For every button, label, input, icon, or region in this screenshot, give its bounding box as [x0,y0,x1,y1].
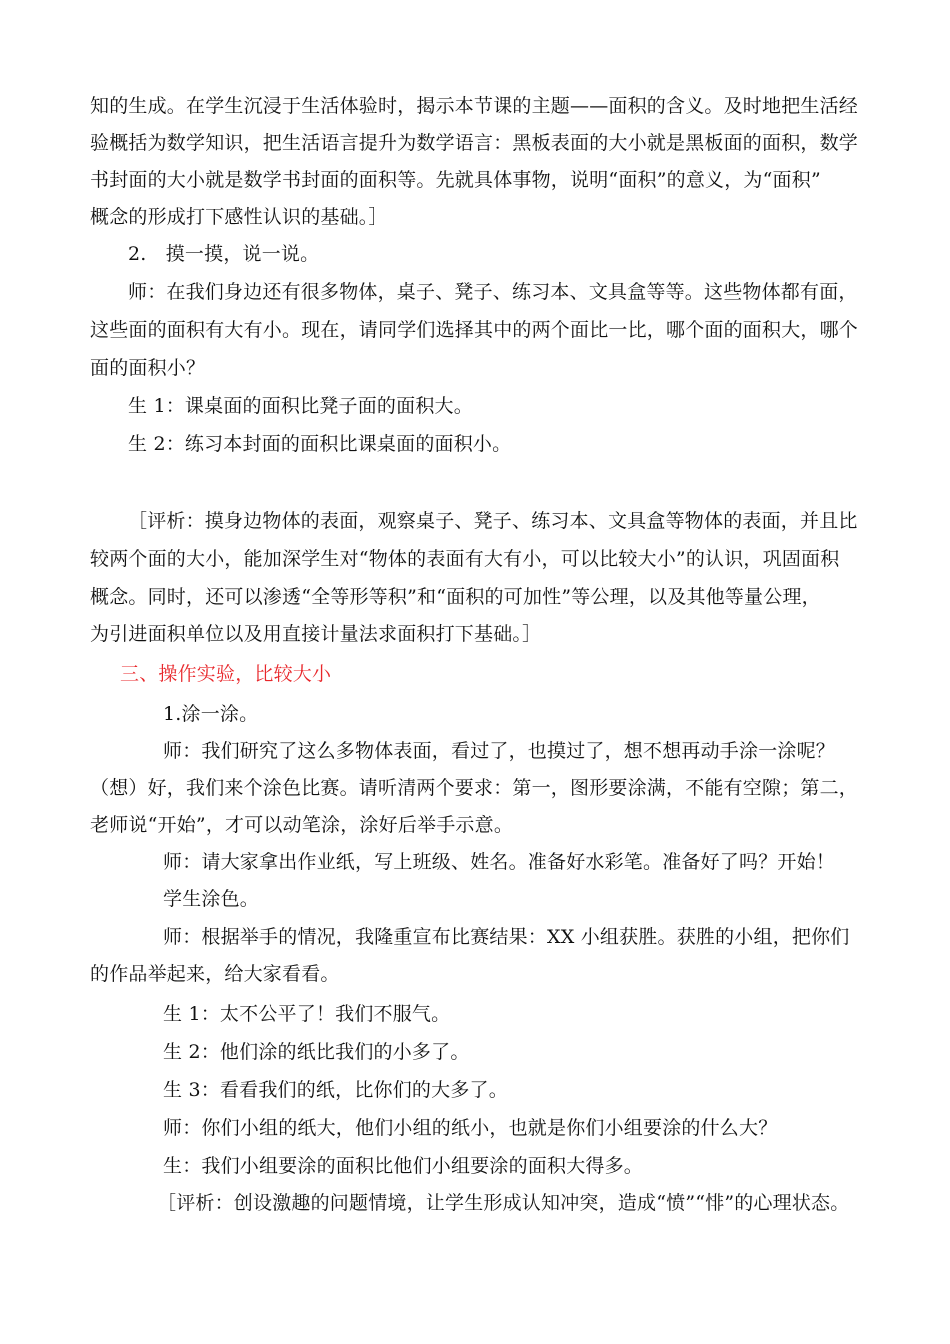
intro-comment-line-1: 知的生成。在学生沉浸于生活体验时，揭示本节课的主题——面积的含义。及时地把生活经 [90,95,859,117]
students-coloring: 学生涂色。 [163,888,260,910]
intro-comment-line-2: 验概括为数学知识，把生活语言提升为数学语言：黑板表面的大小就是黑板面的面积，数学 [90,132,859,154]
teacher-4-line-2: 的作品举起来，给大家看看。 [90,963,340,985]
intro-comment-line-3: 书封面的大小就是数学书封面的面积等。先就具体事物，说明“面积”的意义，为“面积” [90,169,821,191]
intro-comment-line-4: 概念的形成打下感性认识的基础。］ [90,206,388,228]
teacher-2-line-2: （想）好，我们来个涂色比赛。请听清两个要求：第一，图形要涂满，不能有空隙；第二， [90,777,859,799]
teacher-5: 师：你们小组的纸大，他们小组的纸小，也就是你们小组要涂的什么大？ [163,1117,778,1139]
comment-2-line-1: ［评析：摸身边物体的表面，观察桌子、凳子、练习本、文具盒等物体的表面，并且比 [128,510,858,532]
teacher-1-line-1: 师：在我们身边还有很多物体，桌子、凳子、练习本、文具盒等等。这些物体都有面， [128,281,858,303]
step2-title: 2. 摸一摸，说一说。 [128,243,320,265]
step1-title: 1.涂一涂。 [163,703,259,725]
teacher-2-line-1: 师：我们研究了这么多物体表面，看过了，也摸过了，想不想再动手涂一涂呢？ [163,740,836,762]
student-d: 生：我们小组要涂的面积比他们小组要涂的面积大得多。 [163,1155,644,1177]
student-c: 生 3：看看我们的纸，比你们的大多了。 [163,1079,508,1101]
comment-2-line-2: 较两个面的大小，能加深学生对“物体的表面有大有小，可以比较大小”的认识，巩固面积 [90,548,840,570]
teacher-1-line-2: 这些面的面积有大有小。现在，请同学们选择其中的两个面比一比，哪个面的面积大，哪个 [90,319,859,341]
comment-2-line-4: 为引进面积单位以及用直接计量法求面积打下基础。］ [90,623,542,645]
teacher-4-line-1: 师：根据举手的情况，我隆重宣布比赛结果：XX 小组获胜。获胜的小组，把你们 [163,926,850,948]
comment-3: ［评析：创设激趣的问题情境，让学生形成认知冲突，造成“愤”“悱”的心理状态。 [157,1192,850,1214]
student-1: 生 1：课桌面的面积比凳子面的面积大。 [128,395,473,417]
section-3-heading: 三、操作实验，比较大小 [120,663,332,685]
student-b: 生 2：他们涂的纸比我们的小多了。 [163,1041,470,1063]
student-2: 生 2：练习本封面的面积比课桌面的面积小。 [128,433,512,455]
student-a: 生 1：太不公平了！我们不服气。 [163,1003,451,1025]
teacher-3: 师：请大家拿出作业纸，写上班级、姓名。准备好水彩笔。准备好了吗？开始！ [163,851,836,873]
teacher-1-line-3: 面的面积小？ [90,357,206,379]
comment-2-line-3: 概念。同时，还可以渗透“全等形等积”和“面积的可加性”等公理，以及其他等量公理， [90,586,821,608]
teacher-2-line-3: 老师说“开始”，才可以动笔涂，涂好后举手示意。 [90,814,514,836]
